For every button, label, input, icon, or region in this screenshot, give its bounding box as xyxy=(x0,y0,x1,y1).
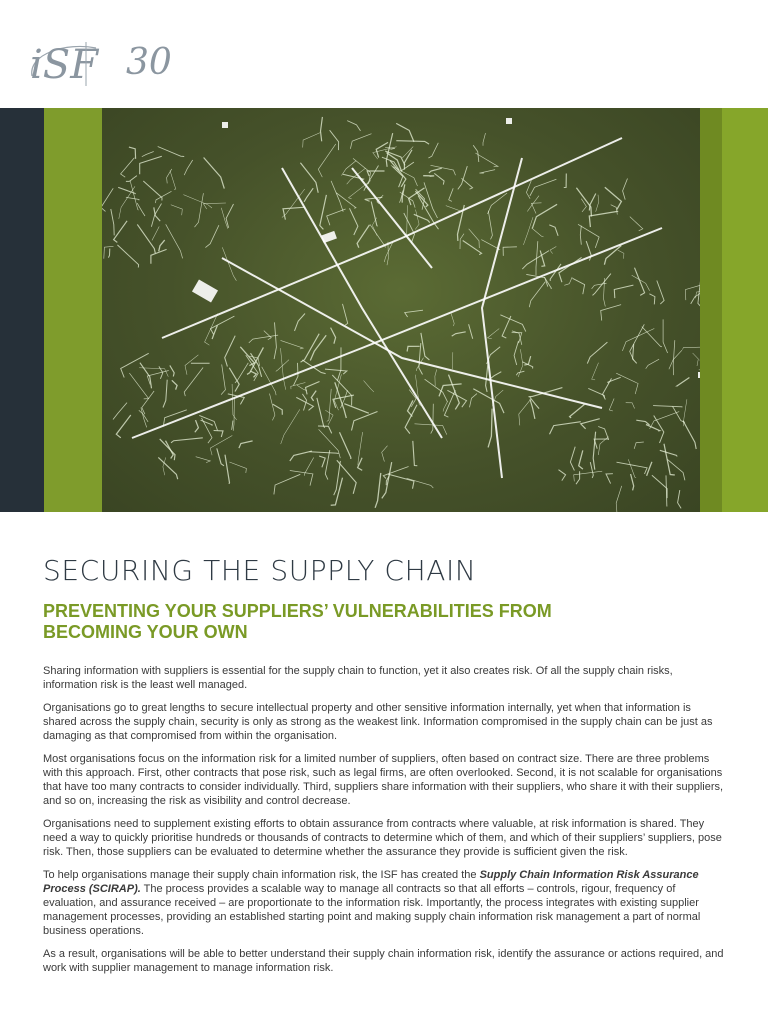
network-line xyxy=(142,152,154,157)
network-line xyxy=(184,368,203,397)
page-subtitle: PREVENTING YOUR SUPPLIERS’ VULNERABILITIES FROM BECOMING YOUR OWN xyxy=(43,601,552,642)
network-line xyxy=(564,277,572,285)
network-line xyxy=(214,431,223,438)
network-line xyxy=(129,147,136,159)
network-line xyxy=(130,181,138,210)
network-line xyxy=(205,225,219,247)
network-line xyxy=(172,380,177,389)
network-line xyxy=(239,441,253,448)
network-line xyxy=(140,156,162,174)
network-line xyxy=(516,371,524,375)
network-line xyxy=(158,147,185,157)
network-line xyxy=(609,399,614,412)
network-line xyxy=(590,462,593,478)
network-line xyxy=(616,486,622,512)
network-line xyxy=(488,329,500,339)
network-line xyxy=(523,217,533,245)
network-line xyxy=(195,193,204,227)
network-line xyxy=(126,197,139,200)
network-line xyxy=(596,195,599,212)
network-line xyxy=(407,346,420,351)
network-line xyxy=(249,335,278,343)
network-line xyxy=(139,410,148,422)
network-line xyxy=(512,333,522,344)
network-line xyxy=(274,474,300,494)
network-line xyxy=(657,281,664,305)
network-line xyxy=(418,196,438,230)
network-line xyxy=(685,285,700,300)
network-line xyxy=(352,412,378,431)
network-line xyxy=(290,451,312,461)
network-map-image xyxy=(102,108,700,512)
network-line xyxy=(401,162,414,171)
network-line xyxy=(669,350,682,369)
network-line xyxy=(201,420,213,426)
network-line xyxy=(142,391,154,414)
network-line xyxy=(321,117,323,141)
network-line xyxy=(549,225,558,236)
network-line xyxy=(330,130,339,150)
network-line xyxy=(428,143,438,158)
network-line xyxy=(331,478,343,506)
network-line xyxy=(673,340,675,375)
network-line xyxy=(344,404,369,414)
network-line xyxy=(451,314,454,327)
network-line xyxy=(550,422,581,435)
network-line xyxy=(526,180,531,199)
network-line xyxy=(203,203,226,209)
network-line xyxy=(683,421,696,449)
network-line xyxy=(126,176,137,182)
network-line xyxy=(589,194,596,211)
body-text xyxy=(43,664,725,984)
network-line xyxy=(229,462,246,473)
network-line xyxy=(274,322,276,359)
paragraph-text: The process provides a scalable way to manage all contracts so that all efforts – controls, rigour, frequency of evaluation, and assurance received – are proportionate to the information risk. Importantly, the process integrates with existing supplier management processes, providing an established starting point and making supply chain information risk management a part of normal business operations. xyxy=(43,882,701,938)
network-line xyxy=(405,310,423,317)
network-line xyxy=(114,221,128,243)
network-line xyxy=(667,459,685,480)
network-line xyxy=(522,362,532,369)
network-line xyxy=(170,365,174,376)
network-line xyxy=(570,447,575,471)
network-line xyxy=(587,342,607,364)
network-line xyxy=(646,359,659,368)
network-line xyxy=(532,204,557,228)
network-line xyxy=(371,202,377,227)
network-line xyxy=(514,341,518,365)
network-line xyxy=(372,218,377,236)
network-line xyxy=(623,179,628,200)
network-line xyxy=(195,420,199,432)
network-line xyxy=(113,403,127,420)
network-line xyxy=(340,432,351,459)
network-line xyxy=(281,348,286,390)
network-line xyxy=(217,448,224,465)
network-line xyxy=(143,181,162,201)
network-line xyxy=(633,344,637,363)
network-line xyxy=(530,179,557,196)
network-line xyxy=(647,462,652,476)
network-line xyxy=(425,379,448,402)
network-line xyxy=(290,471,313,486)
network-line xyxy=(325,369,347,374)
network-line xyxy=(375,473,381,508)
network-line xyxy=(357,225,369,248)
network-line xyxy=(221,208,228,229)
network-line xyxy=(574,471,603,481)
network-line xyxy=(350,208,358,235)
network-line xyxy=(137,203,145,216)
paragraph: Organisations go to great lengths to secure intellectual property and other sensitive information internally, yet when that information is shared across the supply chain, security is only as strong as the weakest link. Information compromised in the supply chain can be just as damaging as that compromised from within the organisation. xyxy=(43,701,713,743)
network-line xyxy=(593,432,595,470)
network-line xyxy=(576,471,580,484)
network-line xyxy=(364,381,374,393)
network-line xyxy=(319,456,325,467)
network-line xyxy=(183,195,212,208)
network-line xyxy=(570,404,585,418)
network-line xyxy=(296,397,313,410)
network-line xyxy=(396,123,414,141)
network-line xyxy=(628,459,636,477)
network-line xyxy=(483,133,486,146)
network-line xyxy=(435,370,437,386)
network-line xyxy=(646,425,660,431)
network-line xyxy=(185,355,198,375)
network-line xyxy=(225,455,230,484)
network-line xyxy=(606,474,613,484)
network-line xyxy=(250,371,256,377)
network-line xyxy=(673,406,686,422)
svg-text:iSF: iSF xyxy=(30,42,98,88)
network-line xyxy=(550,247,556,254)
network-line xyxy=(469,324,473,338)
network-line xyxy=(204,158,225,189)
network-line xyxy=(593,274,611,296)
network-line xyxy=(320,195,327,230)
network-line xyxy=(116,415,131,438)
network-line xyxy=(306,382,320,395)
network-line xyxy=(310,452,339,454)
network-line xyxy=(111,209,114,235)
network-line xyxy=(618,250,624,259)
network-line xyxy=(310,335,326,360)
network-line xyxy=(281,340,304,349)
network-line xyxy=(121,353,149,377)
network-line xyxy=(337,347,341,380)
network-line xyxy=(579,450,583,469)
network-line xyxy=(325,450,330,480)
green-band-right xyxy=(722,108,768,512)
network-line xyxy=(347,121,360,131)
network-line xyxy=(631,474,634,490)
network-line xyxy=(382,446,388,462)
network-line xyxy=(473,389,504,413)
network-line xyxy=(210,436,232,456)
network-line xyxy=(396,141,429,144)
network-line xyxy=(419,343,423,374)
network-line xyxy=(304,188,313,202)
network-line xyxy=(390,161,406,187)
network-line xyxy=(447,390,466,407)
network-line xyxy=(630,324,645,360)
network-line xyxy=(449,188,454,201)
network-line xyxy=(622,329,654,351)
network-line xyxy=(611,205,618,215)
green-band-left xyxy=(44,108,102,512)
network-line xyxy=(564,174,567,188)
network-line xyxy=(434,173,444,184)
network-line xyxy=(342,161,357,176)
network-line xyxy=(488,193,508,214)
network-line xyxy=(388,474,414,489)
network-line xyxy=(650,412,680,429)
network-line xyxy=(559,470,566,481)
svg-text:30: 30 xyxy=(126,42,172,83)
network-line xyxy=(592,363,599,380)
network-line xyxy=(500,315,525,332)
network-line xyxy=(167,169,172,184)
network-line xyxy=(350,134,371,149)
network-line xyxy=(470,394,478,408)
network-line xyxy=(423,176,434,177)
network-line xyxy=(141,408,147,428)
paragraph: Most organisations focus on the information risk for a limited number of suppliers, often based on contract size. There are three problems with this approach. First, other contracts that pose risk, such as legal firms, are often overlooked. Second, it is not scalable for organisations that have too many contracts to consider individually. Third, suppliers share information with their suppliers, who share it with their suppliers, and so on, increasing the risk as visibility and control decrease. xyxy=(43,752,724,808)
network-line xyxy=(376,142,388,157)
network-line xyxy=(158,457,177,479)
network-map-graphic xyxy=(102,108,700,512)
network-line xyxy=(303,133,321,148)
network-line xyxy=(649,294,655,305)
network-line xyxy=(480,170,496,174)
network-line xyxy=(532,228,544,237)
network-line xyxy=(139,368,168,377)
network-line xyxy=(531,203,541,214)
network-line xyxy=(652,475,667,498)
network-line xyxy=(413,441,418,466)
network-line xyxy=(540,251,545,267)
network-line xyxy=(170,171,176,190)
network-line xyxy=(630,217,643,231)
network-line xyxy=(414,214,430,222)
network-line xyxy=(626,403,635,409)
network-line xyxy=(340,390,347,408)
network-line xyxy=(129,373,148,399)
hero-image xyxy=(0,108,768,512)
network-line xyxy=(270,394,275,421)
network-line xyxy=(262,367,276,395)
network-line xyxy=(614,285,633,298)
network-line xyxy=(163,380,167,408)
network-line xyxy=(102,188,113,211)
network-line xyxy=(527,196,539,212)
network-line xyxy=(300,163,318,193)
network-line xyxy=(108,249,109,258)
scirap-emphasis: Supply Chain Information Risk Assurance Process (SCIRAP). xyxy=(43,868,699,895)
network-line xyxy=(529,282,545,307)
network-line xyxy=(452,332,466,336)
network-line xyxy=(318,144,336,177)
network-line xyxy=(488,409,492,448)
network-line xyxy=(331,328,336,344)
green-band-right-inner xyxy=(700,108,722,512)
network-line xyxy=(159,240,165,251)
network-line xyxy=(121,158,135,178)
network-line xyxy=(660,450,677,456)
network-line xyxy=(502,316,511,338)
network-line xyxy=(519,400,530,425)
paragraph-scirap xyxy=(43,868,725,939)
network-line xyxy=(415,191,428,207)
network-line xyxy=(588,388,604,397)
network-line xyxy=(311,391,316,401)
network-line xyxy=(573,278,585,294)
network-line xyxy=(415,210,419,230)
network-line xyxy=(327,389,331,422)
network-line xyxy=(683,347,701,350)
network-line xyxy=(166,224,183,258)
network-line xyxy=(171,438,203,443)
network-line xyxy=(601,305,621,321)
network-line xyxy=(444,390,455,417)
network-line xyxy=(664,444,675,475)
network-line xyxy=(589,211,618,227)
isf-30-logo xyxy=(26,34,196,94)
network-line xyxy=(264,331,272,340)
network-line xyxy=(233,397,234,431)
network-line xyxy=(429,168,442,173)
network-line xyxy=(402,184,405,202)
network-line xyxy=(226,204,233,228)
network-line xyxy=(370,224,386,247)
network-line xyxy=(154,207,160,221)
network-line xyxy=(677,378,689,386)
network-line xyxy=(488,211,492,240)
network-line xyxy=(151,249,167,263)
network-line xyxy=(151,204,161,227)
network-line xyxy=(421,333,430,360)
network-line xyxy=(678,490,682,508)
network-line xyxy=(225,336,236,367)
network-line xyxy=(693,353,699,366)
network-line xyxy=(343,304,348,325)
network-line xyxy=(155,191,171,203)
network-line xyxy=(581,419,600,429)
page-title: SECURING THE SUPPLY CHAIN xyxy=(43,554,477,587)
network-line xyxy=(117,245,138,268)
network-line xyxy=(458,166,468,189)
network-line xyxy=(163,457,166,475)
network-line xyxy=(152,227,159,241)
network-line xyxy=(616,373,638,394)
network-line xyxy=(424,182,438,218)
network-line xyxy=(317,398,325,428)
network-line xyxy=(653,406,682,408)
network-line xyxy=(211,316,235,334)
network-line xyxy=(605,187,622,209)
network-line xyxy=(580,226,581,245)
dark-band xyxy=(0,108,44,512)
network-line xyxy=(281,409,300,444)
paragraph: Organisations need to supplement existing efforts to obtain assurance from contracts where valuable, at risk information is shared. They need a way to quickly prioritise hundreds or thousands of contracts to determine which of them, and which of their suppliers’ suppliers, pose risk. Then, those suppliers can be evaluated to determine whether the assurance they provide is sufficient given the risk. xyxy=(43,817,722,859)
network-line xyxy=(405,405,417,434)
network-line xyxy=(529,388,563,397)
network-line xyxy=(332,375,352,406)
network-line xyxy=(594,439,608,449)
network-line xyxy=(636,420,649,425)
network-line xyxy=(452,352,453,369)
network-line xyxy=(196,457,211,463)
network-line xyxy=(221,364,225,394)
network-line xyxy=(663,319,668,353)
network-line xyxy=(119,186,135,219)
paragraph: Sharing information with suppliers is essential for the supply chain to function, yet it also creates risk. Of all the supply chain risks, information risk is the least well managed. xyxy=(43,665,673,692)
network-line xyxy=(295,314,306,331)
paragraph: As a result, organisations will be able to better understand their supply chain information risk, identify the assurance or actions required, and work with supplier management to manage information risk. xyxy=(43,947,724,975)
network-line xyxy=(634,442,644,449)
network-line xyxy=(503,247,517,256)
network-line xyxy=(171,205,183,216)
network-line xyxy=(232,421,233,430)
network-line xyxy=(184,160,193,175)
paragraph-text: To help organisations manage their supply chain information risk, the ISF has created the xyxy=(43,868,480,881)
network-line xyxy=(439,384,462,397)
